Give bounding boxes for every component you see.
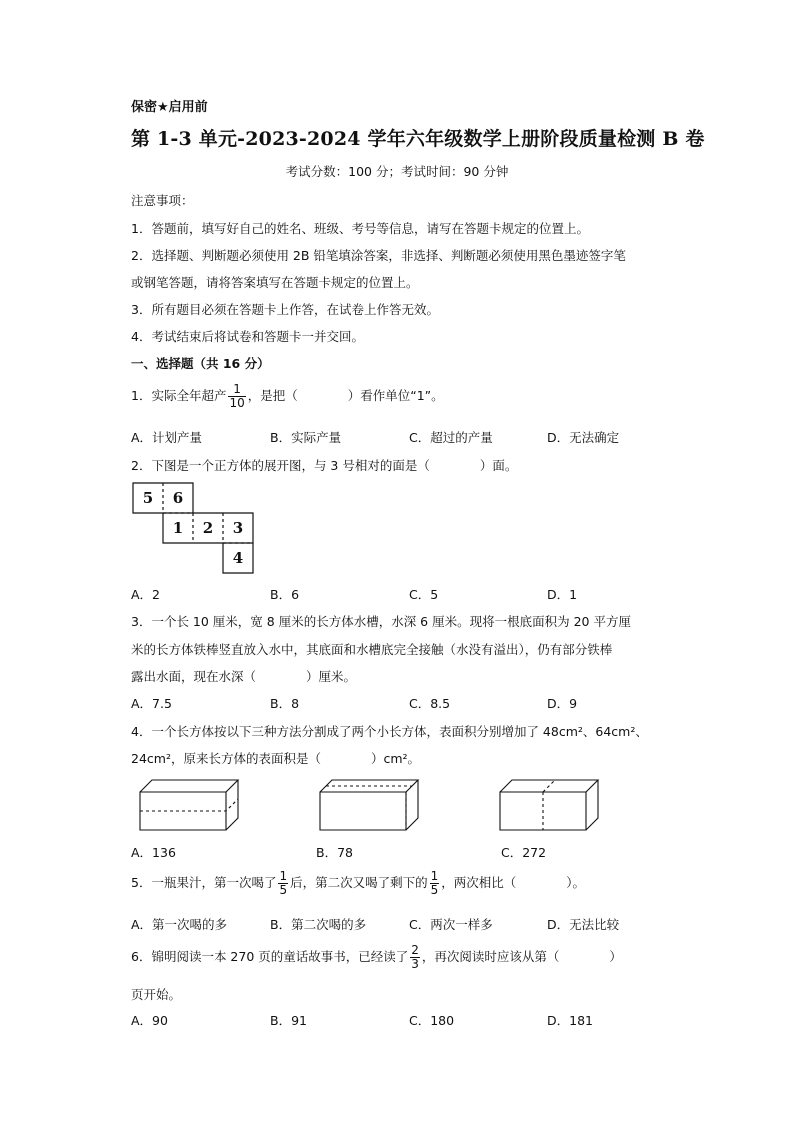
question-text: ，是把（ ）看作单位“1”。 <box>247 388 444 403</box>
option-d: D．181 <box>547 1013 593 1028</box>
question-text: 后，第二次又喝了剩下的 <box>290 875 428 890</box>
cube-net-figure <box>132 482 256 574</box>
section-heading: 一、选择题（共 16 分） <box>131 356 270 371</box>
option-a: A．7.5 <box>131 696 172 711</box>
fraction <box>228 383 245 410</box>
question-1 <box>131 383 444 410</box>
fraction-denominator: 5 <box>279 883 288 897</box>
fraction <box>410 944 420 971</box>
question-4-line: 24cm²，原来长方体的表面积是（ ）cm²。 <box>131 751 421 766</box>
net-face: 1 <box>172 519 184 537</box>
question-2: 2．下图是一个正方体的展开图，与 3 号相对的面是（ ）面。 <box>131 458 518 473</box>
question-6-line: 页开始。 <box>131 987 182 1002</box>
confidential-label: 保密★启用前 <box>131 100 208 115</box>
net-face: 3 <box>232 519 244 537</box>
net-face: 5 <box>142 489 154 507</box>
question-text: ，两次相比（ ）。 <box>441 875 586 890</box>
option-c: C．超过的产量 <box>409 430 493 445</box>
notice-item: 1．答题前，填写好自己的姓名、班级、考号等信息，请写在答题卡规定的位置上。 <box>131 221 589 236</box>
option-a: A．90 <box>131 1013 168 1028</box>
fraction-denominator: 5 <box>430 883 439 897</box>
option-d: D．无法确定 <box>547 430 620 445</box>
fraction-numerator: 1 <box>430 869 439 883</box>
option-b: B．91 <box>270 1013 307 1028</box>
option-c: C．5 <box>409 587 439 602</box>
page-title: 第 1-3 单元-2023-2024 学年六年级数学上册阶段质量检测 B 卷 <box>131 128 705 150</box>
option-d: D．9 <box>547 696 578 711</box>
fraction <box>430 870 440 897</box>
option-a: A．第一次喝的多 <box>131 917 228 932</box>
option-b: B．6 <box>270 587 300 602</box>
option-c: C．272 <box>501 845 547 860</box>
cuboid-figure-a <box>138 778 242 832</box>
question-text: 6．锦明阅读一本 270 页的童话故事书，已经读了 <box>131 949 409 964</box>
fraction-numerator: 1 <box>279 869 288 883</box>
notice-item: 2．选择题、判断题必须使用 2B 铅笔填涂答案，非选择、判断题必须使用黑色墨迹签字笔 <box>131 248 626 263</box>
option-b: B．第二次喝的多 <box>270 917 367 932</box>
fraction <box>278 870 288 897</box>
question-5 <box>131 870 585 897</box>
option-a: A．计划产量 <box>131 430 203 445</box>
notice-item: 4．考试结束后将试卷和答题卡一并交回。 <box>131 329 364 344</box>
exam-info: 考试分数：100 分；考试时间：90 分钟 <box>285 164 509 179</box>
option-d: D．无法比较 <box>547 917 620 932</box>
option-b: B．78 <box>316 845 353 860</box>
option-a: A．2 <box>131 587 161 602</box>
net-face: 4 <box>232 549 244 567</box>
question-text: 5．一瓶果汁，第一次喝了 <box>131 875 277 890</box>
fraction-numerator: 2 <box>411 943 419 957</box>
cuboid-figure-b <box>318 778 422 832</box>
question-text: 1．实际全年超产 <box>131 388 227 403</box>
question-6 <box>131 944 622 971</box>
option-b: B．实际产量 <box>270 430 342 445</box>
option-b: B．8 <box>270 696 300 711</box>
option-c: C．180 <box>409 1013 455 1028</box>
question-3-line: 3．一个长 10 厘米，宽 8 厘米的长方体水槽，水深 6 厘米。现将一根底面积为 20 平方厘 <box>131 614 631 629</box>
net-face: 6 <box>172 489 184 507</box>
notice-heading: 注意事项： <box>131 193 194 208</box>
option-c: C．两次一样多 <box>409 917 493 932</box>
question-3-line: 米的长方体铁棒竖直放入水中，其底面和水槽底完全接触（水没有溢出），仍有部分铁棒 <box>131 642 613 657</box>
notice-item: 3．所有题目必须在答题卡上作答，在试卷上作答无效。 <box>131 302 439 317</box>
fraction-numerator: 1 <box>228 383 245 397</box>
net-face: 2 <box>202 519 214 537</box>
option-a: A．136 <box>131 845 176 860</box>
question-text: ，再次阅读时应该从第（ ） <box>421 949 622 964</box>
option-d: D．1 <box>547 587 578 602</box>
cuboid-figure-c <box>498 778 602 832</box>
option-c: C．8.5 <box>409 696 451 711</box>
fraction-denominator: 10 <box>229 396 245 410</box>
question-4-line: 4．一个长方体按以下三种方法分割成了两个小长方体，表面积分别增加了 48cm²、64cm²、 <box>131 724 648 739</box>
notice-item: 或钢笔答题，请将答案填写在答题卡规定的位置上。 <box>131 275 419 290</box>
fraction-denominator: 3 <box>411 957 419 971</box>
question-3-line: 露出水面，现在水深（ ）厘米。 <box>131 669 357 684</box>
